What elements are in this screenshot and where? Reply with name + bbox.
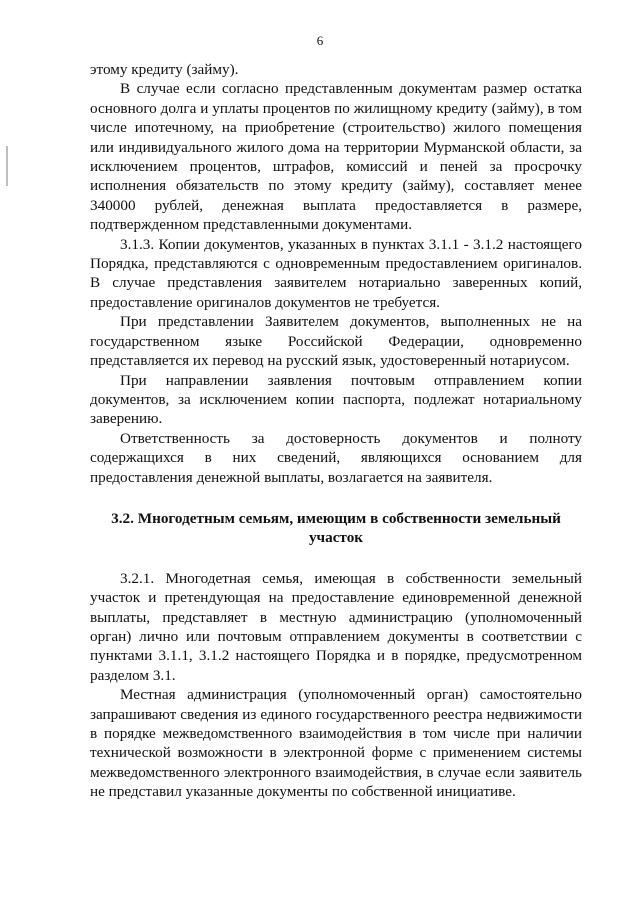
paragraph: При направлении заявления почтовым отправлением копии документов, за исключением копии паспорта, подлежат нотариальному заверению.: [90, 371, 582, 428]
paragraph: В случае если согласно представленным документам размер остатка основного долга и уплаты процентов по жилищному кредиту (займу), в том числе ипотечному, на приобретение (строительство) жилого помещения или индивидуального жилого дома на территории Мурманской области, за исключением процентов, штрафов, комиссий и пеней за просрочку исполнения обязательств по этому кредиту (займу), составляет менее 340000 рублей, денежная выплата предоставляется в размере, подтвержденном представленными документами.: [90, 80, 582, 234]
page-number: 6: [316, 33, 324, 48]
paragraph: 3.2.1. Многодетная семья, имеющая в собственности земельный участок и претендующая на предоставление единовременной денежной выплаты, представляет в местную администрацию (уполномоченный орган) лично или почтовым отправлением документы в соответствии с пунктами 3.1.1, 3.1.2 настоящего Порядка и в порядке, предусмотренном разделом 3.1.: [90, 569, 582, 684]
paragraph: При представлении Заявителем документов, выполненных не на государственном языке Российской Федерации, одновременно представляется их перевод на русский язык, удостоверенный нотариусом.: [90, 313, 582, 370]
paragraph: этому кредиту (займу).: [90, 61, 239, 78]
paragraph: Местная администрация (уполномоченный орган) самостоятельно запрашивают сведения из единого государственного реестра недвижимости в порядке межведомственного взаимодействия в том числе при наличии технической возможности в электронной форме с применением системы межведомственного электронного взаимодействия, в случае если заявитель не представил указанные документы по собственной инициативе.: [90, 686, 582, 801]
paragraph: Ответственность за достоверность документов и полноту содержащихся в них сведений, являющихся основанием для предоставления денежной выплаты, возлагается на заявителя.: [90, 429, 582, 486]
scan-margin-mark: [6, 146, 8, 186]
document-body: [90, 60, 582, 802]
section-heading: 3.2. Многодетным семьям, имеющим в собственности земельный участок: [111, 509, 561, 547]
paragraph: 3.1.3. Копии документов, указанных в пунктах 3.1.1 - 3.1.2 настоящего Порядка, представляются с одновременным предоставлением оригиналов. В случае представления заявителем нотариально заверенных копий, предоставление оригиналов документов не требуется.: [90, 235, 582, 311]
